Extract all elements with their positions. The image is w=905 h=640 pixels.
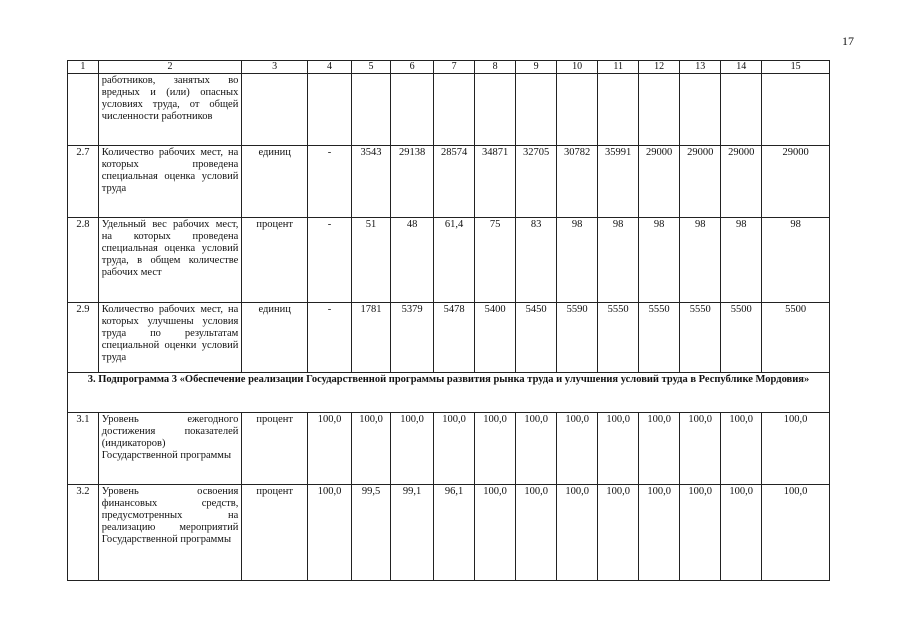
value-cell: [557, 74, 598, 146]
unit-cell: единиц: [242, 146, 308, 218]
unit-cell: процент: [242, 413, 308, 485]
value-cell: 35991: [598, 146, 639, 218]
header-cell: 9: [516, 61, 557, 74]
header-cell: 3: [242, 61, 308, 74]
value-cell: [680, 74, 721, 146]
value-cell: 61,4: [434, 218, 475, 303]
indicator-name: работников, занятых во вредных и (или) опасных условиях труда, от общей численности работников: [98, 74, 242, 146]
indicator-name: Уровень освоения финансовых средств, предусмотренных на реализацию мероприятий Государственной программы: [98, 485, 242, 581]
indicator-name: Количество рабочих мест, на которых проведена специальная оценка условий труда: [98, 146, 242, 218]
value-cell: [721, 74, 762, 146]
section-row: [68, 373, 830, 413]
value-cell: 83: [516, 218, 557, 303]
header-row: [68, 61, 830, 74]
section-title: 3. Подпрограмма 3 «Обеспечение реализации Государственной программы развития рынка труда и улучшения условий труда в Республике Мордовия»: [68, 373, 830, 413]
value-cell: 5478: [434, 303, 475, 373]
value-cell: -: [307, 146, 351, 218]
value-cell: 5500: [721, 303, 762, 373]
value-cell: 48: [391, 218, 434, 303]
value-cell: 100,0: [721, 485, 762, 581]
value-cell: 29000: [721, 146, 762, 218]
value-cell: [639, 74, 680, 146]
unit-cell: процент: [242, 218, 308, 303]
row-number: 3.2: [68, 485, 99, 581]
value-cell: 98: [680, 218, 721, 303]
value-cell: 100,0: [557, 413, 598, 485]
table-row: [68, 413, 830, 485]
value-cell: 5550: [639, 303, 680, 373]
unit-cell: [242, 74, 308, 146]
header-cell: 14: [721, 61, 762, 74]
value-cell: 32705: [516, 146, 557, 218]
header-cell: 15: [762, 61, 830, 74]
row-number: 2.9: [68, 303, 99, 373]
value-cell: [352, 74, 391, 146]
value-cell: 5500: [762, 303, 830, 373]
value-cell: 100,0: [557, 485, 598, 581]
value-cell: 5400: [475, 303, 516, 373]
value-cell: [762, 74, 830, 146]
value-cell: 100,0: [307, 413, 351, 485]
value-cell: 29000: [639, 146, 680, 218]
value-cell: -: [307, 303, 351, 373]
value-cell: 29138: [391, 146, 434, 218]
value-cell: 96,1: [434, 485, 475, 581]
table-row: [68, 303, 830, 373]
row-number: 2.8: [68, 218, 99, 303]
value-cell: 99,5: [352, 485, 391, 581]
value-cell: 100,0: [639, 413, 680, 485]
value-cell: 98: [639, 218, 680, 303]
value-cell: 100,0: [721, 413, 762, 485]
indicator-name: Уровень ежегодного достижения показателей (индикаторов) Государственной программы: [98, 413, 242, 485]
table-row: [68, 146, 830, 218]
value-cell: [516, 74, 557, 146]
value-cell: 34871: [475, 146, 516, 218]
value-cell: 100,0: [516, 485, 557, 581]
value-cell: 100,0: [639, 485, 680, 581]
header-cell: 5: [352, 61, 391, 74]
row-number: [68, 74, 99, 146]
value-cell: 29000: [762, 146, 830, 218]
value-cell: 5550: [598, 303, 639, 373]
value-cell: 28574: [434, 146, 475, 218]
unit-cell: единиц: [242, 303, 308, 373]
value-cell: 98: [598, 218, 639, 303]
table-row: [68, 485, 830, 581]
value-cell: 100,0: [391, 413, 434, 485]
indicators-table: [67, 60, 830, 581]
value-cell: 1781: [352, 303, 391, 373]
header-cell: 7: [434, 61, 475, 74]
value-cell: [307, 74, 351, 146]
header-cell: 10: [557, 61, 598, 74]
value-cell: 5450: [516, 303, 557, 373]
value-cell: 29000: [680, 146, 721, 218]
header-cell: 11: [598, 61, 639, 74]
value-cell: 100,0: [307, 485, 351, 581]
header-cell: 4: [307, 61, 351, 74]
value-cell: 100,0: [434, 413, 475, 485]
value-cell: 99,1: [391, 485, 434, 581]
header-cell: 12: [639, 61, 680, 74]
indicator-name: Количество рабочих мест, на которых улучшены условия труда по результатам специальной оценки условий труда: [98, 303, 242, 373]
value-cell: 98: [721, 218, 762, 303]
value-cell: 100,0: [598, 413, 639, 485]
header-cell: 6: [391, 61, 434, 74]
value-cell: 100,0: [762, 485, 830, 581]
value-cell: 100,0: [680, 413, 721, 485]
value-cell: [391, 74, 434, 146]
value-cell: 100,0: [516, 413, 557, 485]
value-cell: [434, 74, 475, 146]
page-number: 17: [842, 34, 854, 48]
row-number: 3.1: [68, 413, 99, 485]
value-cell: 75: [475, 218, 516, 303]
value-cell: [475, 74, 516, 146]
header-cell: 1: [68, 61, 99, 74]
value-cell: -: [307, 218, 351, 303]
header-cell: 2: [98, 61, 242, 74]
value-cell: 100,0: [475, 485, 516, 581]
value-cell: 5550: [680, 303, 721, 373]
value-cell: 98: [557, 218, 598, 303]
row-number: 2.7: [68, 146, 99, 218]
unit-cell: процент: [242, 485, 308, 581]
value-cell: 3543: [352, 146, 391, 218]
value-cell: 51: [352, 218, 391, 303]
value-cell: [598, 74, 639, 146]
header-cell: 13: [680, 61, 721, 74]
value-cell: 30782: [557, 146, 598, 218]
indicator-name: Удельный вес рабочих мест, на которых проведена специальная оценка условий труда, в общем количестве рабочих мест: [98, 218, 242, 303]
value-cell: 100,0: [598, 485, 639, 581]
table-row: [68, 74, 830, 146]
value-cell: 98: [762, 218, 830, 303]
value-cell: 5379: [391, 303, 434, 373]
header-cell: 8: [475, 61, 516, 74]
value-cell: 100,0: [762, 413, 830, 485]
value-cell: 100,0: [680, 485, 721, 581]
value-cell: 100,0: [352, 413, 391, 485]
value-cell: 5590: [557, 303, 598, 373]
table-row: [68, 218, 830, 303]
value-cell: 100,0: [475, 413, 516, 485]
